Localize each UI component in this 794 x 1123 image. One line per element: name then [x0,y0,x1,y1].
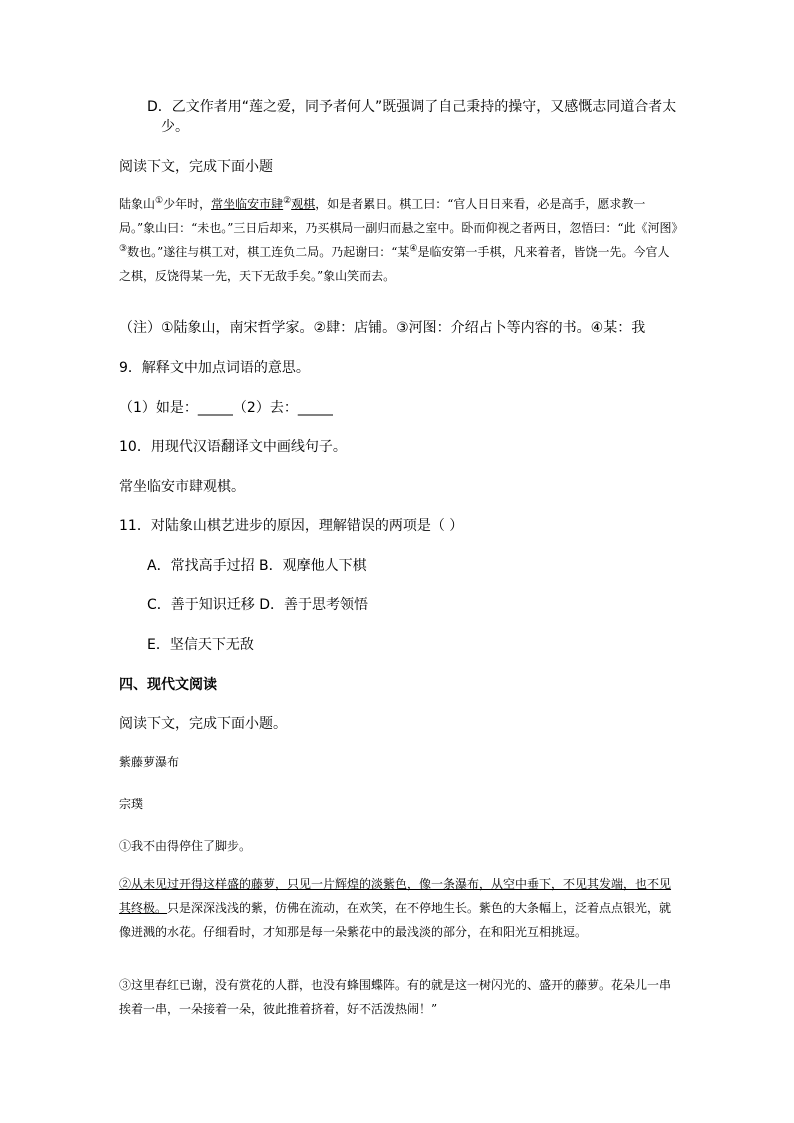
paragraph-2-rest: 只是深深浅浅的紫，仿佛在流动，在欢笑，在不停地生长。紫色的大条幅上，泛着点点银光，就像迸溅的水花。仔细看时，才知那是每一朵紫花中的最浅淡的部分，在和阳光互相挑逗。 [119,901,672,939]
q10-stem: 10．用现代汉语翻译文中画线句子。 [119,439,347,455]
q11-options-row-2: C．善于知识迁移 D．善于思考领悟 [147,597,369,613]
underlined-sentence-a: 常坐临安市肆 [211,197,284,211]
option-d-line-1: D．乙文作者用“莲之爱，同予者何人”既强调了自己秉持的操守，又感慨志同道合者太 [147,99,677,115]
q9-blanks: （1）如是：_____（2）去：_____ [119,400,333,416]
q11-options-row-1: A．常找高手过招 B．观摩他人下棋 [147,558,367,574]
article-title: 紫藤萝瀑布 [119,755,180,769]
classical-text-part-3: ，如是者累日。棋工曰：“官人日日来看，必是高手，愿求教一局。”象山曰：“未也。”三日后却来，乃买棋局一副归而悬之室中。卧而仰视之者两日，忽悟曰：“此《河图》 [119,197,684,235]
section-4-heading: 四、现代文阅读 [119,677,217,693]
article-author: 宗璞 [119,797,144,811]
classical-text [119,192,684,288]
q11-options-row-3: E．坚信天下无敌 [147,637,254,653]
note-marker-1: ① [155,196,164,206]
classical-text-part-2: 少年时， [163,197,212,211]
option-d-line-2: 少。 [161,119,189,135]
read-instruction-1: 阅读下文，完成下面小题 [119,159,273,175]
note-marker-4: ④ [409,244,418,254]
classical-text-part-4: 数也。”遂往与棋工对，棋工连负二局。乃起谢曰：“某 [127,245,410,259]
q10-sentence: 常坐临安市肆观棋。 [119,479,245,495]
paragraph-2-underlined-sentence: ②从未见过开得这样盛的藤萝，只见一片辉煌的淡紫色，像一条瀑布，从空中垂下，不见其发端，也不见其终极。 [119,877,672,915]
classical-text-part-5: 是临安第一手棋，凡来着者，皆饶一先。今官人之棋，反饶得某一先，天下无敌手矣。”象山笑而去。 [119,245,670,283]
option-d [147,97,679,137]
article-paragraph-1: ①我不由得停住了脚步。 [119,839,252,853]
note-marker-2: ② [283,196,292,206]
q9-stem: 9．解释文中加点词语的意思。 [119,360,310,376]
q11-stem: 11．对陆象山棋艺进步的原因，理解错误的两项是（ ） [119,518,464,534]
read-instruction-2: 阅读下文，完成下面小题。 [119,716,287,732]
classical-text-part-1: 陆象山 [119,197,156,211]
note-marker-3: ③ [119,244,128,254]
annotation: （注）①陆象山，南宋哲学家。②肆：店铺。③河图：介绍占卜等内容的书。④某：我 [119,320,646,336]
underlined-sentence-b: 观棋 [291,197,316,211]
article-paragraph-3: ③这里春红已谢，没有赏花的人群，也没有蜂围蝶阵。有的就是这一树闪光的、盛开的藤萝。花朵儿一串挨着一串，一朵接着一朵，彼此推着挤着，好不活泼热闹！” [119,978,672,1016]
article-paragraph-2 [119,872,679,944]
